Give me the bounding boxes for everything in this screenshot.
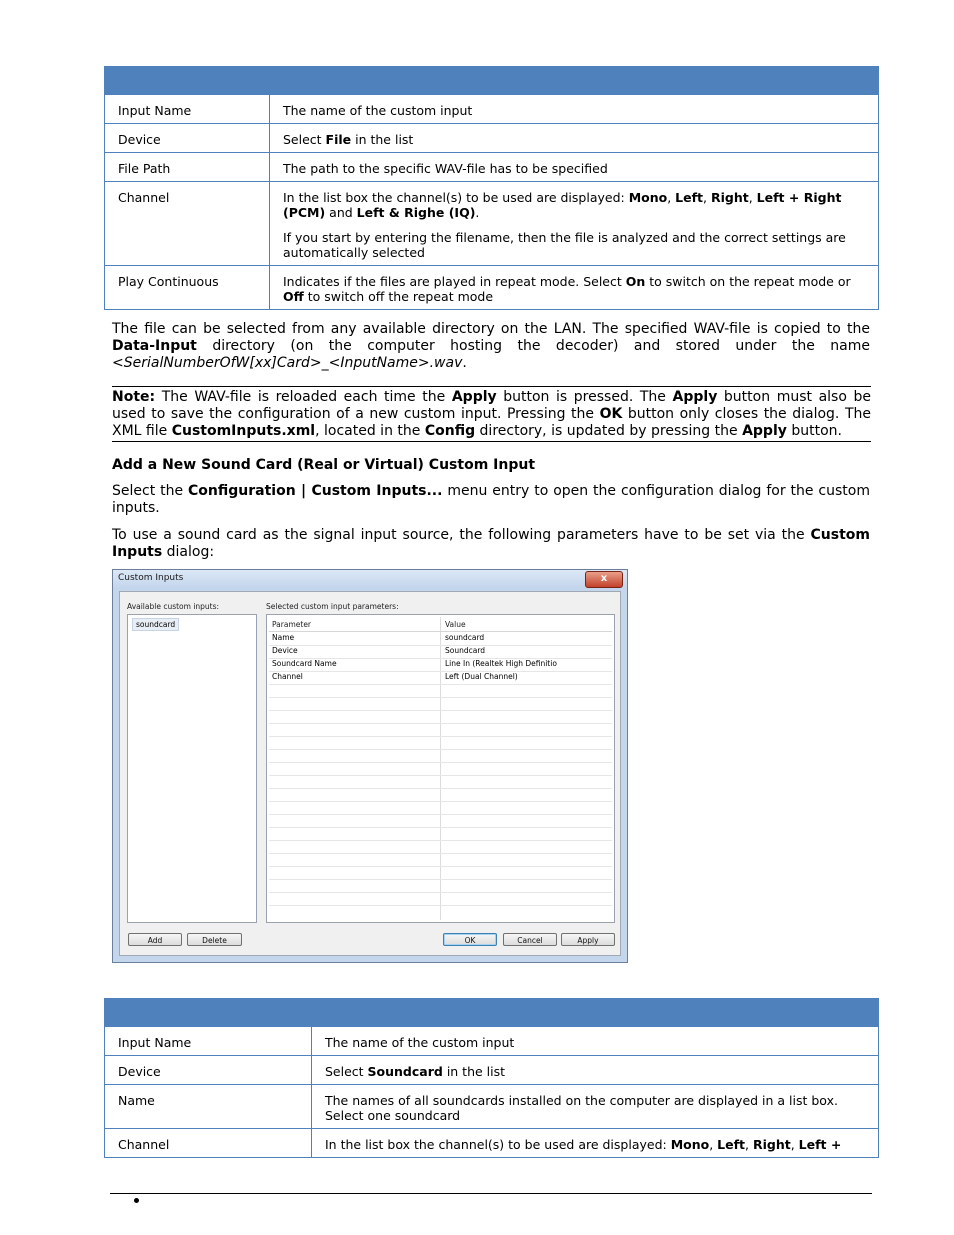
param-name: Name bbox=[118, 1093, 155, 1108]
column-header-parameter: Parameter bbox=[272, 620, 312, 629]
empty-row bbox=[269, 840, 612, 854]
available-inputs-list[interactable] bbox=[127, 614, 257, 923]
grid-header bbox=[269, 619, 612, 632]
param-name: Device bbox=[118, 1064, 161, 1079]
table-row bbox=[105, 153, 879, 182]
empty-row bbox=[269, 853, 612, 867]
table-row bbox=[105, 1129, 879, 1158]
section-heading: Add a New Sound Card (Real or Virtual) Custom Input bbox=[112, 457, 536, 473]
table-row[interactable] bbox=[269, 671, 612, 685]
table-row bbox=[105, 1085, 879, 1129]
empty-row bbox=[269, 827, 612, 841]
custom-input-soundcard-parameters-table bbox=[104, 998, 879, 1158]
param-cell: Name bbox=[272, 633, 295, 642]
table-header-row bbox=[105, 67, 879, 95]
add-button[interactable]: Add bbox=[128, 933, 182, 946]
param-desc: In the list box the channel(s) to be used are displayed: Mono, Left, Right, Left + bbox=[325, 1137, 842, 1152]
empty-row bbox=[269, 736, 612, 750]
param-cell: Device bbox=[272, 646, 298, 655]
table-row bbox=[105, 1027, 879, 1056]
empty-row bbox=[269, 749, 612, 763]
dialog-titlebar bbox=[113, 570, 627, 589]
empty-row bbox=[269, 879, 612, 893]
param-desc: Indicates if the files are played in repeat mode. Select On to switch on the repeat mode or Off to switch off the repeat mode bbox=[283, 274, 851, 304]
param-name: Input Name bbox=[118, 1035, 192, 1050]
param-desc: The name of the custom input bbox=[283, 103, 473, 118]
dialog-body bbox=[119, 591, 621, 956]
close-icon[interactable]: x bbox=[585, 571, 623, 588]
note-box: Note: The WAV-file is reloaded each time the Apply button is pressed. The Apply button must also be used to save the configuration of a new custom input. Pressing the OK button only closes the dialog. The XML file CustomInputs.xml, located in the Config directory, is updated by pressing the Apply button. bbox=[112, 386, 871, 442]
apply-button[interactable]: Apply bbox=[561, 933, 615, 946]
param-desc-note: If you start by entering the filename, then the file is analyzed and the correct settings are automatically selected bbox=[283, 230, 846, 260]
param-cell: Soundcard Name bbox=[272, 659, 337, 668]
empty-row bbox=[269, 801, 612, 815]
column-header-value: Value bbox=[445, 620, 466, 629]
param-name: Device bbox=[118, 132, 161, 147]
footer-bullet bbox=[134, 1198, 139, 1203]
dialog-title: Custom Inputs bbox=[118, 573, 184, 583]
delete-button[interactable]: Delete bbox=[187, 933, 242, 946]
param-name: Play Continuous bbox=[118, 274, 219, 289]
ok-button[interactable]: OK bbox=[443, 933, 497, 946]
table-row bbox=[105, 124, 879, 153]
table-row[interactable] bbox=[269, 658, 612, 672]
parameters-grid[interactable] bbox=[266, 614, 615, 923]
open-dialog-paragraph: Select the Configuration | Custom Inputs... menu entry to open the configuration dialog for the custom inputs. bbox=[112, 483, 870, 516]
custom-inputs-dialog bbox=[112, 569, 628, 963]
value-cell: Left (Dual Channel) bbox=[445, 672, 518, 681]
selected-params-label: Selected custom input parameters: bbox=[266, 602, 399, 611]
empty-row bbox=[269, 684, 612, 698]
empty-row bbox=[269, 710, 612, 724]
param-desc: In the list box the channel(s) to be used are displayed: Mono, Left, Right, Left + Right (PCM) and Left & Righe (IQ). bbox=[283, 190, 842, 220]
table-row bbox=[105, 95, 879, 124]
custom-input-file-parameters-table bbox=[104, 66, 879, 310]
param-cell: Channel bbox=[272, 672, 303, 681]
table-row[interactable] bbox=[269, 645, 612, 659]
empty-row bbox=[269, 788, 612, 802]
empty-row bbox=[269, 814, 612, 828]
param-name: Channel bbox=[118, 1137, 170, 1152]
param-desc: The names of all soundcards installed on the computer are displayed in a list box. Select one soundcard bbox=[325, 1093, 838, 1123]
table-row bbox=[105, 1056, 879, 1085]
param-name: Input Name bbox=[118, 103, 192, 118]
empty-row bbox=[269, 697, 612, 711]
param-desc: Select File in the list bbox=[283, 132, 414, 147]
table-header-row bbox=[105, 999, 879, 1027]
table-row bbox=[105, 266, 879, 310]
value-cell: soundcard bbox=[445, 633, 485, 642]
cancel-button[interactable]: Cancel bbox=[503, 933, 557, 946]
table-row bbox=[105, 182, 879, 266]
list-item[interactable]: soundcard bbox=[132, 618, 179, 631]
available-inputs-label: Available custom inputs: bbox=[127, 602, 220, 611]
param-name: File Path bbox=[118, 161, 171, 176]
sound-card-intro-paragraph: To use a sound card as the signal input source, the following parameters have to be set via the Custom Inputs dialog: bbox=[112, 527, 870, 560]
empty-row bbox=[269, 762, 612, 776]
file-location-paragraph: The file can be selected from any available directory on the LAN. The specified WAV-file is copied to the Data-Input directory (on the computer hosting the decoder) and stored under the name <SerialNumberOfW[xx]Card>_<InputName>.wav. bbox=[112, 321, 870, 371]
empty-row bbox=[269, 775, 612, 789]
empty-row bbox=[269, 723, 612, 737]
footer-rule bbox=[110, 1193, 872, 1194]
empty-row bbox=[269, 892, 612, 906]
param-desc: The name of the custom input bbox=[325, 1035, 515, 1050]
value-cell: Line In (Realtek High Definitio bbox=[445, 659, 557, 668]
empty-row bbox=[269, 866, 612, 880]
param-desc: Select Soundcard in the list bbox=[325, 1064, 506, 1079]
value-cell: Soundcard bbox=[445, 646, 486, 655]
param-name: Channel bbox=[118, 190, 170, 205]
param-desc: The path to the specific WAV-file has to be specified bbox=[283, 161, 608, 176]
table-row[interactable] bbox=[269, 632, 612, 646]
